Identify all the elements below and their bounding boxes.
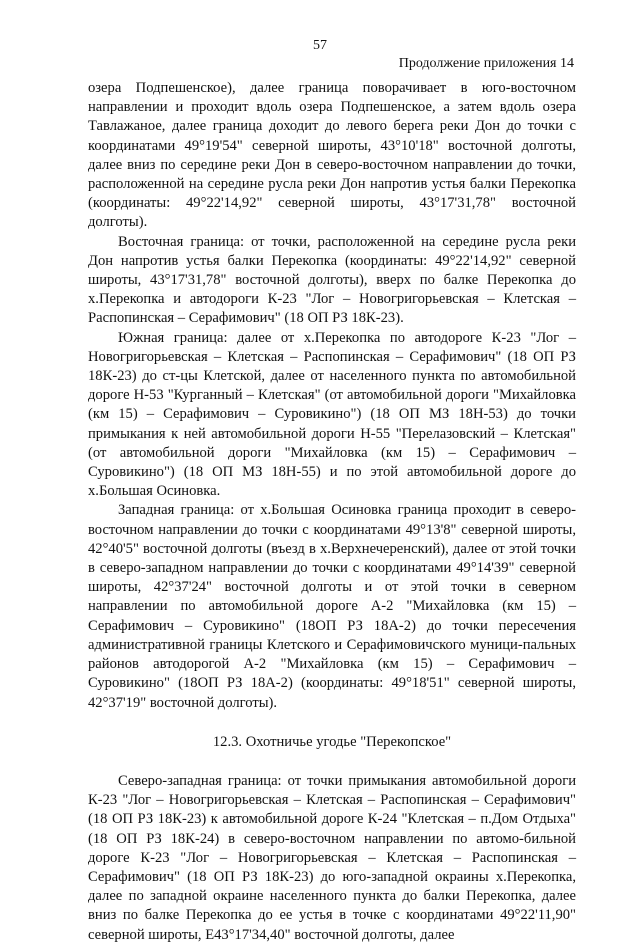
paragraph-northwest-boundary: Северо-западная граница: от точки примыкания автомобильной дороги К-23 "Лог – Новогригорьевская – Клетская – Распопинская – Серафимович" (18 ОП РЗ 18К-23) к автомобильной дороге К-24 "Клетская – п.Дом Отдыха" (18 ОП РЗ 18К-24) в северо-восточном направлении по автомо-бильной дороге К-23 "Лог – Новогригорьевская – Клетская – Распопинская – Серафимович" (18 ОП РЗ 18К-23) до юго-западной окраины х.Перекопка, далее по западной окраине населенного пункта до балки Перекопка, далее вниз по балке Перекопка до ее устья в точке с координатами 49°22'11,90" северной широты, Е43°17'34,40" восточной долготы, далее <box>88 772 576 943</box>
section-heading: 12.3. Охотничье угодье "Перекопское" <box>212 733 452 750</box>
paragraph-east-boundary: Восточная граница: от точки, расположенной на середине русла реки Дон напротив устья балки Перекопка (координаты: 49°22'14,92" северной широты, 43°17'31,78" восточной долготы), вверх по балке Перекопка до х.Перекопка и автодороги К-23 "Лог – Новогригорьевская – Клетская – Распопинская – Серафимович" (18 ОП РЗ 18К-23). <box>88 233 576 327</box>
appendix-continuation-header: Продолжение приложения 14 <box>398 56 574 71</box>
paragraph-north-boundary-continued: озера Подпешенское), далее граница поворачивает в юго-восточном направлении и проходит вдоль озера Подпешенское, а затем вдоль озера Тавлажаное, далее граница доходит до левого берега реки Дон до точки с координатами 49°19'54" северной широты, 43°10'18" восточной долготы, далее вниз по середине реки Дон в северо-восточном направлении до точки, расположенной на середине русла реки Дон напротив устья балки Перекопка (координаты: 49°22'14,92" северной широты, 43°17'31,78" восточной долготы). <box>88 80 576 231</box>
document-body <box>88 79 576 945</box>
paragraph-south-boundary: Южная граница: далее от х.Перекопка по автодороге К-23 "Лог – Новогригорьевская – Клетская – Распопинская – Серафимович" (18 ОП РЗ 18К-23) до ст-цы Клетской, далее от населенного пункта по автомобильной дороге Н-53 "Курганный – Клетская" (от автомобильной дороги "Михайловка (км 15) – Серафимович – Суровикино") (18 ОП МЗ 18Н-53) до точки примыкания к ней автомобильной дороги Н-55 "Перелазовский – Клетская" (от автомобильной дороги "Михайловка (км 15) – Серафимович – Суровикино") (18 ОП МЗ 18Н-55) и по этой автомобильной дороге до х.Большая Осиновка. <box>88 329 576 500</box>
page-number: 57 <box>313 38 327 53</box>
paragraph-west-boundary: Западная граница: от х.Большая Осиновка граница проходит в северо-восточном направлении до точки с координатами 49°13'8" северной широты, 42°40'5" восточной долготы (въезд в х.Верхнечеренский), далее от этой точки в северо-западном направлении до точки с координатами 49°14'39" северной широты, 42°37'24" восточной долготы и от этой точки в северном направлении по автомобильной дороге А-2 "Михайловка (км 15) – Серафимович – Суровикино" (18ОП РЗ 18А-2) до точки пересечения административной границы Клетского и Серафимовичского муници-пальных районов автодорогой А-2 "Михайловка (км 15) – Серафимович – Суровикино" (18ОП РЗ 18А-2) (координаты: 49°18'51" северной широты, 42°37'19" восточной долготы). <box>88 502 576 711</box>
